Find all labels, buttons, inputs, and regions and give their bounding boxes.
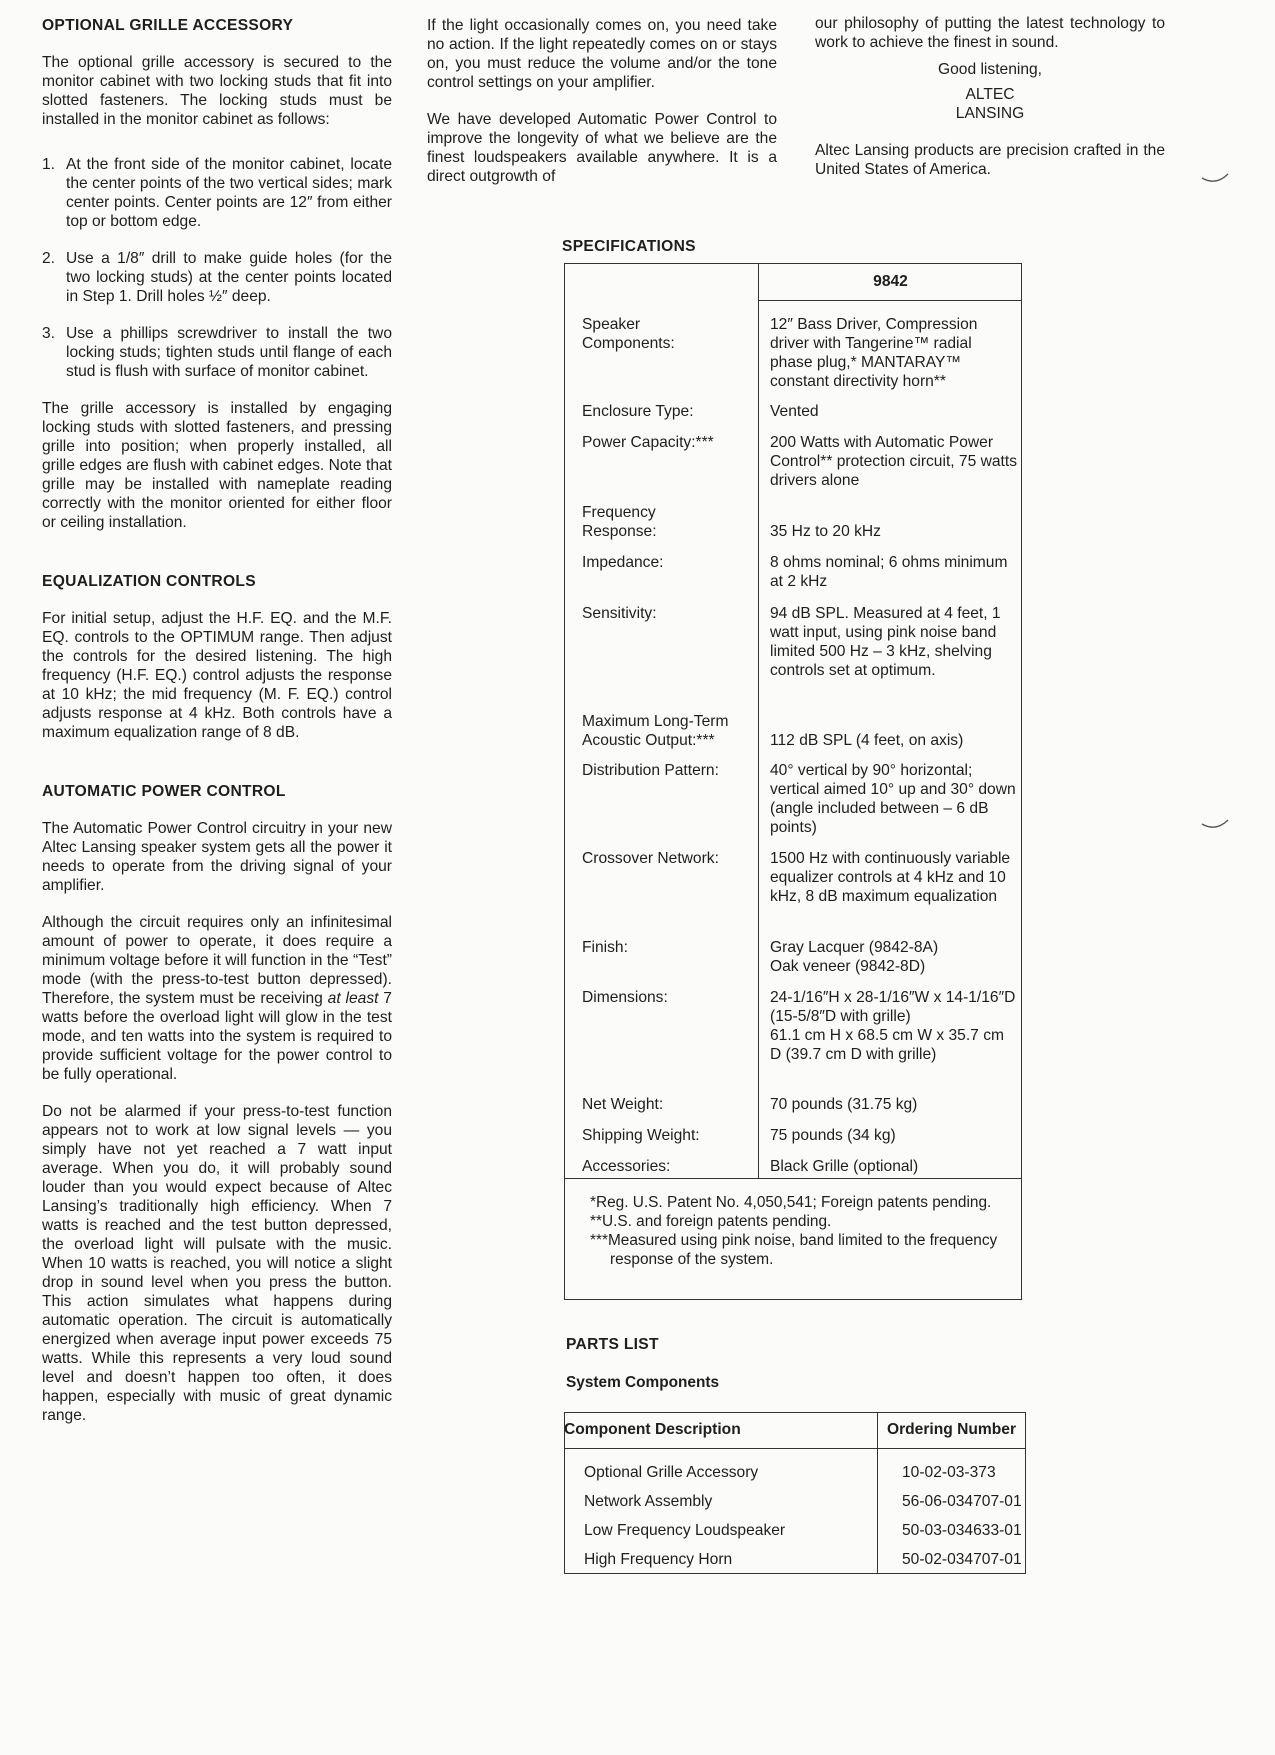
step-item bbox=[42, 155, 392, 231]
spec-label: Finish: bbox=[582, 939, 628, 956]
step-text: Use a phillips screwdriver to install the two locking studs; tighten studs until flange of each stud is flush with surface of monitor cabinet. bbox=[66, 325, 392, 380]
signature-altec: ALTEC bbox=[965, 86, 1015, 103]
table-row bbox=[564, 1449, 1026, 1488]
spec-label: Shipping Weight: bbox=[582, 1127, 700, 1144]
ordering-number: 50-03-034633-01 bbox=[878, 1516, 1027, 1545]
spec-value: 94 dB SPL. Measured at 4 feet, 1 watt input, using pink noise band limited 500 Hz – 3 kHz, shelving controls set at optimum. bbox=[770, 605, 1001, 679]
step-item bbox=[42, 249, 392, 306]
table-header-row bbox=[564, 1412, 1026, 1449]
model-number-header: 9842 bbox=[758, 263, 1022, 301]
step-number: 2. bbox=[42, 250, 56, 267]
spec-label: Crossover Network: bbox=[582, 850, 719, 867]
margin-mark-icon bbox=[1200, 172, 1230, 186]
spec-label: Sensitivity: bbox=[582, 605, 657, 622]
footnote: ***Measured using pink noise, band limited to the frequency response of the system. bbox=[590, 1232, 998, 1268]
margin-mark-icon bbox=[1200, 818, 1230, 832]
table-divider bbox=[758, 300, 759, 1178]
closing-line: Good listening, bbox=[937, 61, 1043, 78]
step-text: Use a 1/8″ drill to make guide holes (for the two locking studs) at the center points located in Step 1. Drill holes ½″ deep. bbox=[66, 250, 392, 305]
spec-value: 70 pounds (31.75 kg) bbox=[770, 1096, 918, 1113]
component-description: High Frequency Horn bbox=[584, 1550, 733, 1568]
ordering-number: 50-02-034707-01 bbox=[878, 1545, 1027, 1574]
spec-value: Gray Lacquer (9842-8A) Oak veneer (9842-8D) bbox=[770, 939, 939, 975]
spec-value: 40° vertical by 90° horizontal; vertical aimed 10° up and 30° down (angle included between – 6 dB points) bbox=[770, 762, 1016, 836]
specifications-heading: SPECIFICATIONS bbox=[562, 238, 696, 255]
column-header-ordering-number: Ordering Number bbox=[878, 1412, 1027, 1449]
spec-value: 12″ Bass Driver, Compression driver with Tangerine™ radial phase plug,* MANTARAY™ constant directivity horn** bbox=[770, 316, 978, 390]
step-number: 1. bbox=[42, 156, 56, 173]
spec-label: Net Weight: bbox=[582, 1096, 664, 1113]
spec-label: Distribution Pattern: bbox=[582, 762, 719, 779]
component-description: Optional Grille Accessory bbox=[584, 1463, 759, 1481]
column-header-description: Component Description bbox=[564, 1412, 878, 1449]
signature-lansing: LANSING bbox=[955, 105, 1025, 122]
spec-value: 8 ohms nominal; 6 ohms minimum at 2 kHz bbox=[770, 554, 1008, 590]
grille-heading: OPTIONAL GRILLE ACCESSORY bbox=[42, 17, 294, 34]
spec-label: Impedance: bbox=[582, 554, 664, 571]
apc-paragraph-2 bbox=[42, 913, 392, 1084]
apc-paragraph-3: Do not be alarmed if your press-to-test function appears not to work at low signal levels — you simply have not yet reached a 7 watt input average. When you do, it will probably sound louder than you would expect because of Altec Lansing’s traditionally high efficiency. When 7 watts is reached and the test button depressed, the overload light will pulsate with the music. When 10 watts is reached, you will notice a slight drop in sound level when you press the button. This action simulates what happens during automatic operation. The circuit is automatically energized when average input power exceeds 75 watts. While this represents a very loud sound level and doesn’t happen too often, it does happen, especially with music of great dynamic range. bbox=[42, 1103, 392, 1424]
middle-paragraph-2: We have developed Automatic Power Control to improve the longevity of what we believe are the finest loudspeakers available anywhere. It is a direct outgrowth of bbox=[427, 111, 777, 185]
ordering-number: 56-06-034707-01 bbox=[878, 1487, 1027, 1516]
system-components-subheading: System Components bbox=[566, 1374, 720, 1391]
table-row bbox=[564, 1487, 1026, 1516]
grille-outro: The grille accessory is installed by engaging locking studs with slotted fasteners, and pressing grille into position; when properly installed, all grille edges are flush with cabinet edges. Note that grille may be installed with nameplate reading correctly with the monitor oriented for either floor or ceiling installation. bbox=[42, 400, 392, 531]
grille-intro: The optional grille accessory is secured to the monitor cabinet with two locking studs that fit into slotted fasteners. The locking studs must be installed in the monitor cabinet as follows: bbox=[42, 54, 392, 128]
apc-p2-start: Although the circuit requires only an infinitesimal amount of power to operate, it does require a minimum voltage before it will function in the “Test” mode (with the press-to-test button depressed). Therefore, the system must be receiving bbox=[42, 914, 392, 1007]
apc-p2-emphasis: at least bbox=[327, 990, 379, 1007]
spec-value: 75 pounds (34 kg) bbox=[770, 1127, 896, 1144]
spec-label: Maximum Long-Term Acoustic Output:*** bbox=[582, 713, 729, 749]
spec-value: 200 Watts with Automatic Power Control** protection circuit, 75 watts drivers alone bbox=[770, 434, 1018, 489]
parts-list-heading: PARTS LIST bbox=[566, 1336, 659, 1353]
eq-heading: EQUALIZATION CONTROLS bbox=[42, 573, 256, 590]
middle-paragraph-1: If the light occasionally comes on, you need take no action. If the light repeatedly comes on or stays on, you must reduce the volume and/or the tone control settings on your amplifier. bbox=[427, 17, 777, 91]
spec-label: Speaker Components: bbox=[582, 316, 675, 352]
right-paragraph-2: Altec Lansing products are precision crafted in the United States of America. bbox=[815, 142, 1165, 178]
table-row bbox=[564, 1516, 1026, 1545]
footnote: **U.S. and foreign patents pending. bbox=[590, 1213, 832, 1230]
apc-p2-end: 7 watts before the overload light will glow in the test mode, and ten watts into the system is required to provide sufficient voltage for the power control to be fully operational. bbox=[42, 990, 392, 1083]
eq-text: For initial setup, adjust the H.F. EQ. and the M.F. EQ. controls to the OPTIMUM range. Then adjust the controls for the desired listening. The high frequency (H.F. EQ.) control adjusts the response at 10 kHz; the mid frequency (M. F. EQ.) control adjusts response at 4 kHz. Both controls have a maximum equalization range of 8 dB. bbox=[42, 610, 392, 741]
spec-label: Accessories: bbox=[582, 1158, 671, 1175]
spec-label: Frequency Response: bbox=[582, 504, 657, 540]
spec-label: Dimensions: bbox=[582, 989, 668, 1006]
spec-value: Vented bbox=[770, 403, 819, 420]
apc-heading: AUTOMATIC POWER CONTROL bbox=[42, 783, 286, 800]
step-text: At the front side of the monitor cabinet, locate the center points of the two vertical sides; mark center points. Center points are 12″ from either top or bottom edge. bbox=[66, 156, 392, 230]
spec-value: Black Grille (optional) bbox=[770, 1158, 919, 1175]
specification-notes bbox=[590, 1193, 1010, 1269]
spec-value: 1500 Hz with continuously variable equalizer controls at 4 kHz and 10 kHz, 8 dB maximum equalization bbox=[770, 850, 1011, 905]
spec-value: 112 dB SPL (4 feet, on axis) bbox=[770, 732, 964, 749]
middle-column bbox=[427, 16, 777, 186]
spec-label: Enclosure Type: bbox=[582, 403, 694, 420]
component-description: Low Frequency Loudspeaker bbox=[584, 1521, 786, 1539]
ordering-number: 10-02-03-373 bbox=[878, 1449, 1027, 1488]
component-description: Network Assembly bbox=[584, 1492, 713, 1510]
table-divider bbox=[564, 1178, 1022, 1179]
right-column bbox=[815, 14, 1165, 179]
step-item bbox=[42, 324, 392, 381]
apc-paragraph-1: The Automatic Power Control circuitry in your new Altec Lansing speaker system gets all the power it needs to operate from the driving signal of your amplifier. bbox=[42, 820, 392, 894]
spec-value: 35 Hz to 20 kHz bbox=[770, 523, 881, 540]
step-number: 3. bbox=[42, 325, 56, 342]
footnote: *Reg. U.S. Patent No. 4,050,541; Foreign patents pending. bbox=[590, 1194, 992, 1211]
right-paragraph-1: our philosophy of putting the latest technology to work to achieve the finest in sound. bbox=[815, 15, 1165, 51]
parts-table bbox=[564, 1412, 1026, 1574]
left-column bbox=[42, 16, 392, 1425]
table-row bbox=[564, 1545, 1026, 1574]
grille-steps bbox=[42, 155, 392, 381]
spec-value: 24-1/16″H x 28-1/16″W x 14-1/16″D (15-5/8″D with grille) 61.1 cm H x 68.5 cm W x 35.7 cm D (39.7 cm D with grille) bbox=[770, 989, 1016, 1063]
spec-label: Power Capacity:*** bbox=[582, 434, 714, 451]
